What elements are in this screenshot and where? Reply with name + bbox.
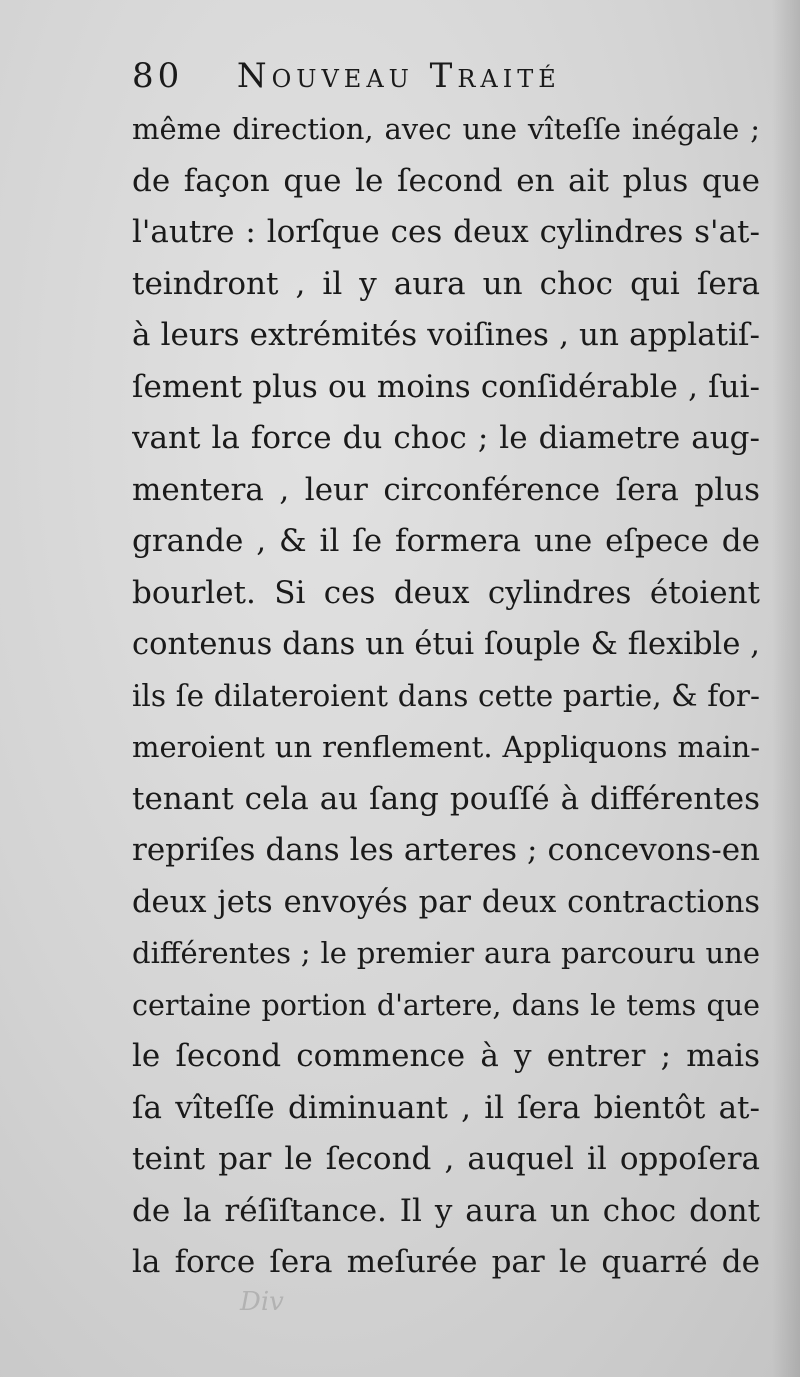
text-line: ſa vîteſſe diminuant , il ſera bientôt at-: [132, 1089, 760, 1126]
page-number: 80: [132, 56, 184, 96]
running-title: Nouveau Traité: [236, 56, 561, 96]
text-line: le ſecond commence à y entrer ; mais: [132, 1038, 760, 1074]
text-line: repriſes dans les arteres ; concevons-en: [132, 832, 760, 868]
text-line: la force ſera meſurée par le quarré de: [132, 1244, 760, 1280]
text-line: teindront , il y aura un choc qui ſera: [132, 265, 760, 302]
text-line: certaine portion d'artere, dans le tems que: [132, 988, 760, 1022]
text-line: contenus dans un étui ſouple & flexible ,: [132, 627, 760, 662]
running-head: [132, 52, 732, 100]
text-line: de façon que le ſecond en ait plus que: [132, 162, 760, 199]
text-line: vant la force du choc ; le diametre aug-: [132, 420, 760, 456]
text-line: même direction, avec une vîteſſe inégale ;: [132, 112, 760, 146]
text-line: meroient un renflement. Appliquons main-: [132, 730, 760, 764]
text-line: différentes ; le premier aura parcouru une: [132, 936, 760, 970]
text-line: l'autre : lorſque ces deux cylindres s'at-: [132, 214, 760, 250]
text-line: mentera , leur circonférence ſera plus: [132, 471, 760, 508]
text-line: de la réſiſtance. Il y aura un choc dont: [132, 1192, 760, 1229]
text-line: ils ſe dilateroient dans cette partie, & for-: [132, 678, 760, 713]
text-line: à leurs extrémités voiſines , un applatiſ-: [132, 317, 760, 353]
text-line: teint par le ſecond , auquel il oppoſera: [132, 1141, 760, 1177]
text-line: tenant cela au ſang pouſſé à différentes: [132, 780, 760, 817]
text-line: ſement plus ou moins conſidérable , ſui-: [132, 368, 760, 405]
body-text: [132, 104, 760, 1289]
text-line: bourlet. Si ces deux cylindres étoient: [132, 574, 760, 611]
signature-mark-bleedthrough: Div: [240, 1287, 284, 1317]
text-line: grande , & il ſe formera une eſpece de: [132, 523, 760, 559]
text-line: deux jets envoyés par deux contractions: [132, 884, 760, 920]
